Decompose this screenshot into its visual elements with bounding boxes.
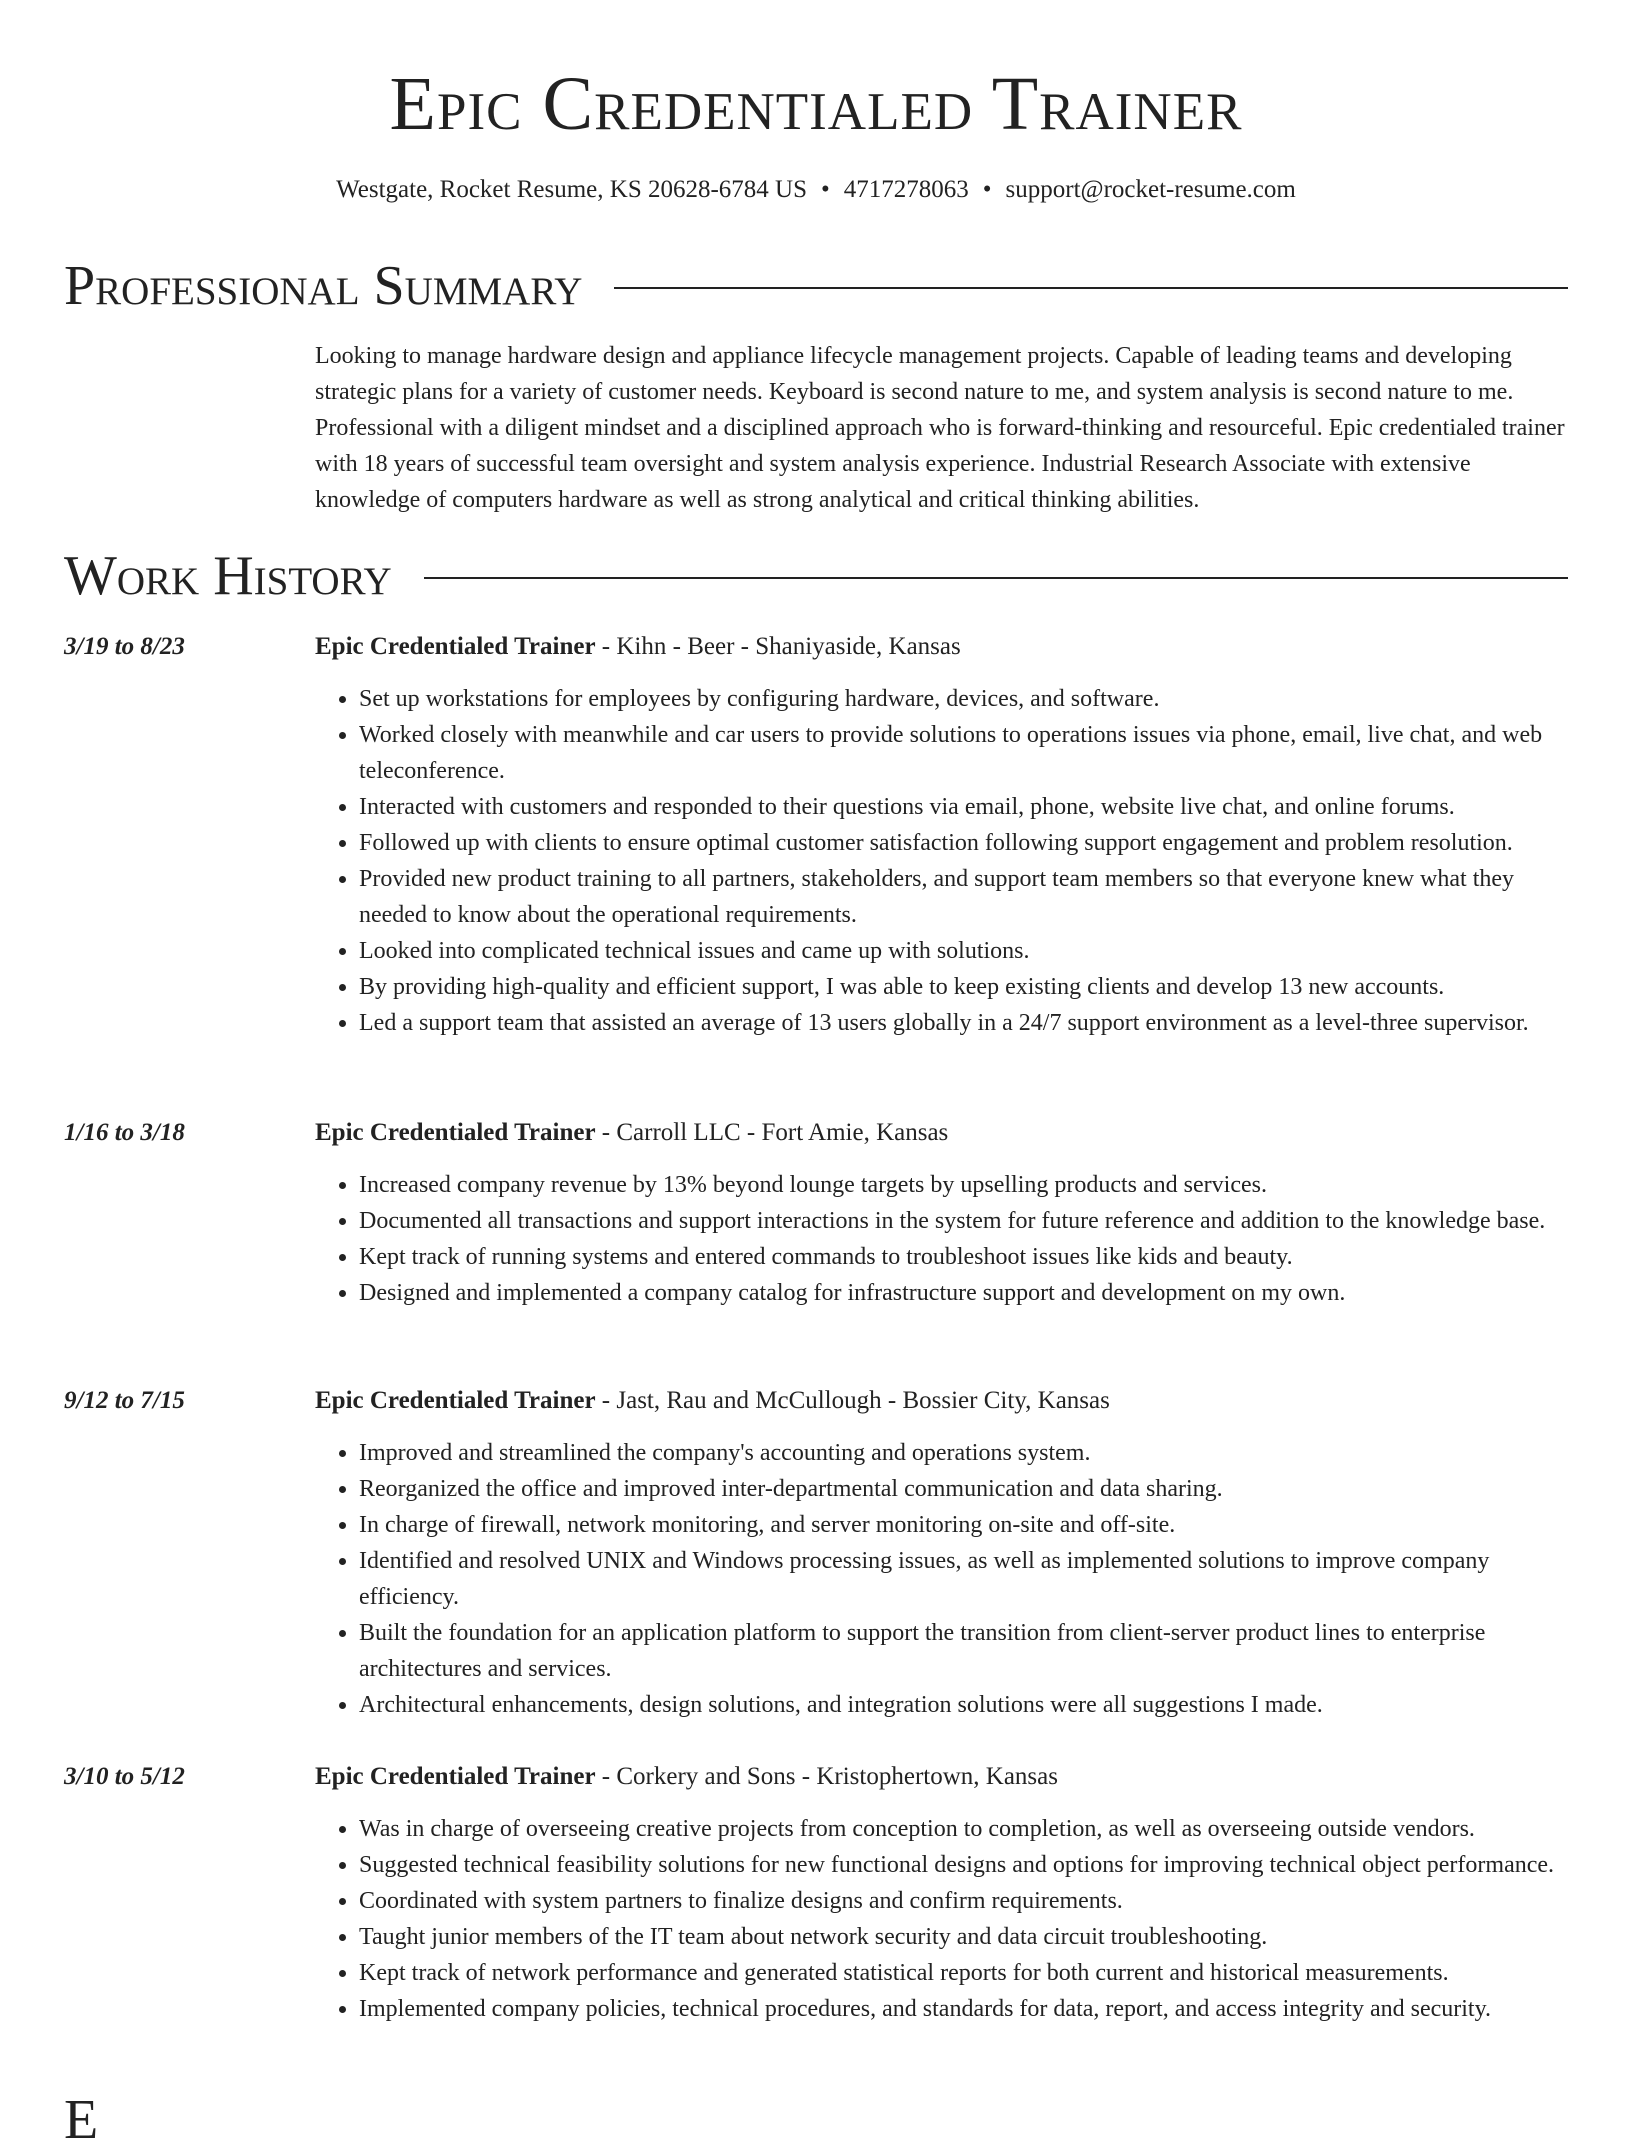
job-title: Epic Credentialed Trainer: [315, 1119, 596, 1146]
job-bullet: • By providing high-quality and efficient support, I was able to keep existing clients and develop 13 new accounts.: [359, 969, 1568, 1005]
job-bullet: • Provided new product training to all partners, stakeholders, and support team members so that everyone knew what they needed to know about the operational requirements.: [359, 861, 1568, 933]
contact-phone: 4717278063: [843, 176, 969, 203]
job-employer-location: - Corkery and Sons - Kristophertown, Kansas: [595, 1763, 1058, 1790]
section-divider: [614, 287, 1568, 289]
job-bullet: • Interacted with customers and responded to their questions via email, phone, website live chat, and online forums.: [359, 789, 1568, 825]
resume-name: Epic Credentialed Trainer: [389, 62, 1243, 146]
job-title-line: [315, 629, 961, 665]
job-bullet: • Reorganized the office and improved inter-departmental communication and data sharing.: [359, 1471, 1568, 1507]
contact-line: [0, 172, 1632, 208]
job-employer-location: - Jast, Rau and McCullough - Bossier City, Kansas: [595, 1387, 1110, 1414]
contact-separator: •: [821, 176, 830, 203]
job-bullet: • Suggested technical feasibility solutions for new functional designs and options for improving technical object performance.: [359, 1847, 1568, 1883]
section-divider: [424, 577, 1568, 579]
summary-section-header: [64, 254, 1568, 318]
job-bullet: • Architectural enhancements, design solutions, and integration solutions were all suggestions I made.: [359, 1687, 1568, 1723]
job-employer-location: - Carroll LLC - Fort Amie, Kansas: [595, 1119, 949, 1146]
job-bullet: • Looked into complicated technical issues and came up with solutions.: [359, 933, 1568, 969]
job-dates: 3/19 to 8/23: [64, 633, 185, 660]
job-dates: 9/12 to 7/15: [64, 1387, 185, 1414]
job-bullet: • In charge of firewall, network monitoring, and server monitoring on-site and off-site.: [359, 1507, 1568, 1543]
job-title-line: [315, 1115, 948, 1151]
job-title-line: [315, 1383, 1110, 1419]
work-history-section-header: [64, 544, 1568, 608]
contact-separator: •: [982, 176, 992, 203]
job-bullet: • Implemented company policies, technical procedures, and standards for data, report, and access integrity and security.: [359, 1991, 1568, 2027]
job-bullets: [315, 1435, 1568, 1723]
job-title: Epic Credentialed Trainer: [315, 633, 596, 660]
job-bullet: • Taught junior members of the IT team about network security and data circuit troubleshooting.: [359, 1919, 1568, 1955]
job-bullets: [315, 1167, 1568, 1311]
summary-text: Looking to manage hardware design and appliance lifecycle management projects. Capable of leading teams and developing strategic plans for a variety of customer needs. Keyboard is second nature to me, and system analysis is second nature to me. Professional with a diligent mindset and a disciplined approach who is forward-thinking and resourceful. Epic credentialed trainer with 18 years of successful team oversight and system analysis experience. Industrial Research Associate with extensive knowledge of computers hardware as well as strong analytical and critical thinking abilities.: [315, 343, 1565, 513]
job-bullet: • Increased company revenue by 13% beyond lounge targets by upselling products and services.: [359, 1167, 1568, 1203]
contact-email: support@rocket-resume.com: [1005, 176, 1296, 203]
job-bullet: • Kept track of network performance and generated statistical reports for both current and historical measurements.: [359, 1955, 1568, 1991]
job-bullet: • Documented all transactions and support interactions in the system for future reference and addition to the knowledge base.: [359, 1203, 1568, 1239]
job-bullet: • Identified and resolved UNIX and Windows processing issues, as well as implemented solutions to improve company efficiency.: [359, 1543, 1568, 1615]
next-section-heading: E: [64, 2089, 99, 2151]
job-bullet: • Kept track of running systems and entered commands to troubleshoot issues like kids and beauty.: [359, 1239, 1568, 1275]
job-bullet: • Built the foundation for an application platform to support the transition from client-server product lines to enterprise architectures and services.: [359, 1615, 1568, 1687]
job-bullet: • Improved and streamlined the company's accounting and operations system.: [359, 1435, 1568, 1471]
job-bullet: • Was in charge of overseeing creative projects from conception to completion, as well as overseeing outside vendors.: [359, 1811, 1568, 1847]
work-history-heading: Work History: [64, 545, 392, 607]
job-bullet: • Coordinated with system partners to finalize designs and confirm requirements.: [359, 1883, 1568, 1919]
job-title-line: [315, 1759, 1058, 1795]
contact-address: Westgate, Rocket Resume, KS 20628-6784 US: [336, 176, 808, 203]
job-bullet: • Worked closely with meanwhile and car users to provide solutions to operations issues via phone, email, live chat, and web teleconference.: [359, 717, 1568, 789]
job-dates: 1/16 to 3/18: [64, 1119, 185, 1146]
job-bullet: • Set up workstations for employees by configuring hardware, devices, and software.: [359, 681, 1568, 717]
job-dates: 3/10 to 5/12: [64, 1763, 185, 1790]
job-employer-location: - Kihn - Beer - Shaniyaside, Kansas: [595, 633, 961, 660]
job-bullet: • Followed up with clients to ensure optimal customer satisfaction following support engagement and problem resolution.: [359, 825, 1568, 861]
job-title: Epic Credentialed Trainer: [315, 1763, 596, 1790]
job-bullets: [315, 681, 1568, 1041]
summary-heading: Professional Summary: [64, 255, 583, 317]
job-bullet: • Designed and implemented a company catalog for infrastructure support and development on my own.: [359, 1275, 1568, 1311]
job-bullet: • Led a support team that assisted an average of 13 users globally in a 24/7 support environment as a level-three supervisor.: [359, 1005, 1568, 1041]
job-bullets: [315, 1811, 1568, 2027]
job-title: Epic Credentialed Trainer: [315, 1387, 596, 1414]
